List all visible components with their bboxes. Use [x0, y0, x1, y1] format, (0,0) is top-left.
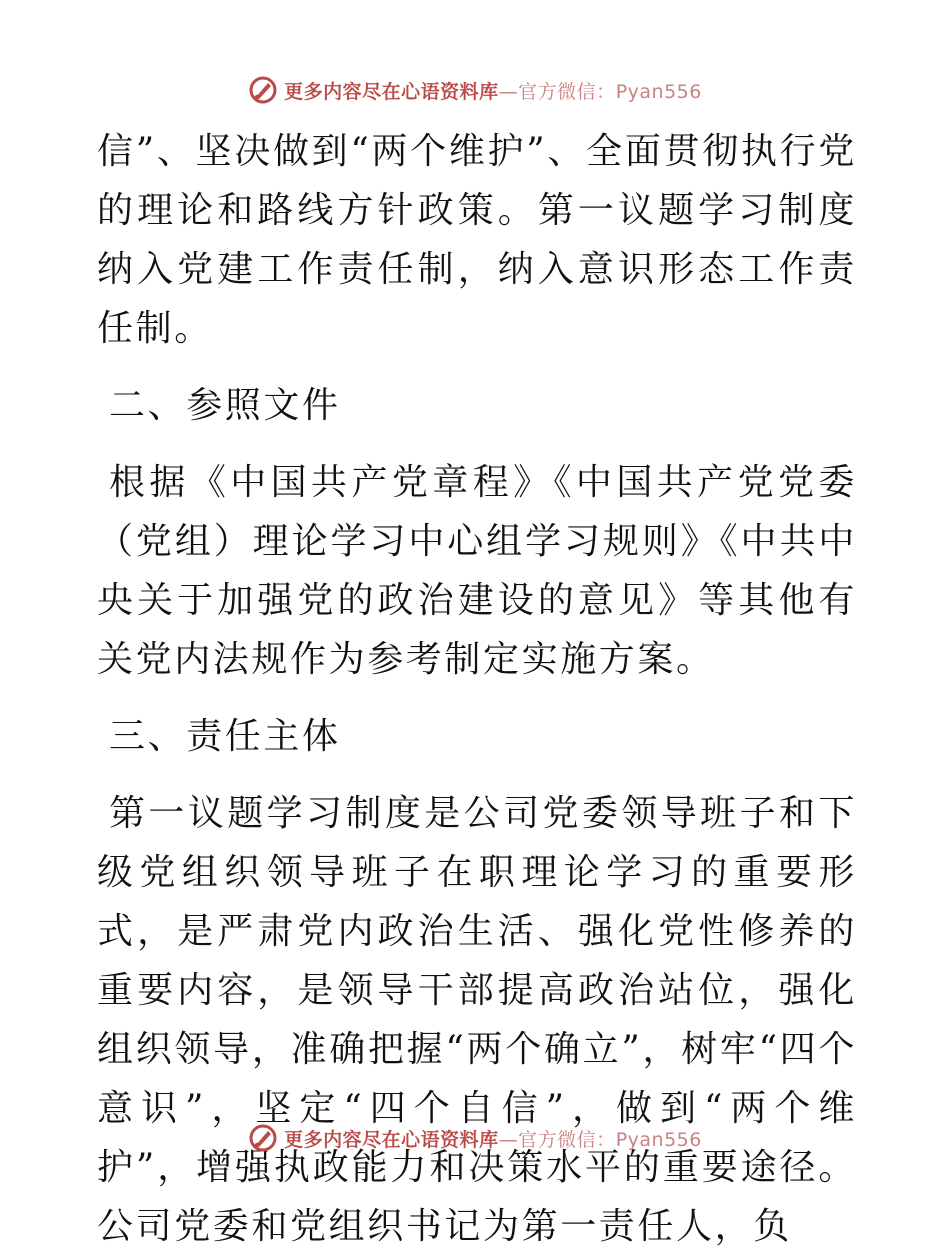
paragraph-references: 根据《中国共产党章程》《中国共产党党委（党组）理论学习中心组学习规则》《中共中央关于加强党的政治建设的意见》等其他有关党内法规作为参考制定实施方案。 [97, 462, 857, 680]
header-watermark [0, 70, 950, 110]
paragraph-responsibility: 第一议题学习制度是公司党委领导班子和下级党组织领导班子在职理论学习的重要形式，是严肃党内政治生活、强化党性修养的重要内容，是领导干部提高政治站位，强化组织领导，准确把握“两个确立”，树牢“四个意识”，坚定“四个自信”，做到“两个维护”，增强执政能力和决策水平的重要途径。公司党委和党组织书记为第一责任人，负 [97, 793, 857, 1247]
watermark-wechat-id: Pyan556 [615, 1128, 702, 1151]
section-heading-responsibility: 三、责任主体 [109, 716, 341, 757]
section-heading-references: 二、参照文件 [109, 385, 341, 426]
watermark-official-label: 官方微信： [518, 80, 616, 103]
brush-logo-icon [248, 75, 278, 105]
document-body [97, 122, 857, 1256]
watermark-wechat-id: Pyan556 [615, 80, 702, 103]
brush-logo-icon [248, 1123, 278, 1153]
footer-watermark [0, 1118, 950, 1158]
watermark-main-text: 更多内容尽在心语资料库 [284, 1128, 499, 1151]
watermark-dash: — [498, 80, 519, 103]
watermark-dash: — [498, 1128, 519, 1151]
paragraph-continuation: 信”、坚决做到“两个维护”、全面贯彻执行党的理论和路线方针政策。第一议题学习制度纳入党建工作责任制，纳入意识形态工作责任制。 [97, 131, 857, 349]
watermark-official-label: 官方微信： [518, 1128, 616, 1151]
watermark-main-text: 更多内容尽在心语资料库 [284, 80, 499, 103]
